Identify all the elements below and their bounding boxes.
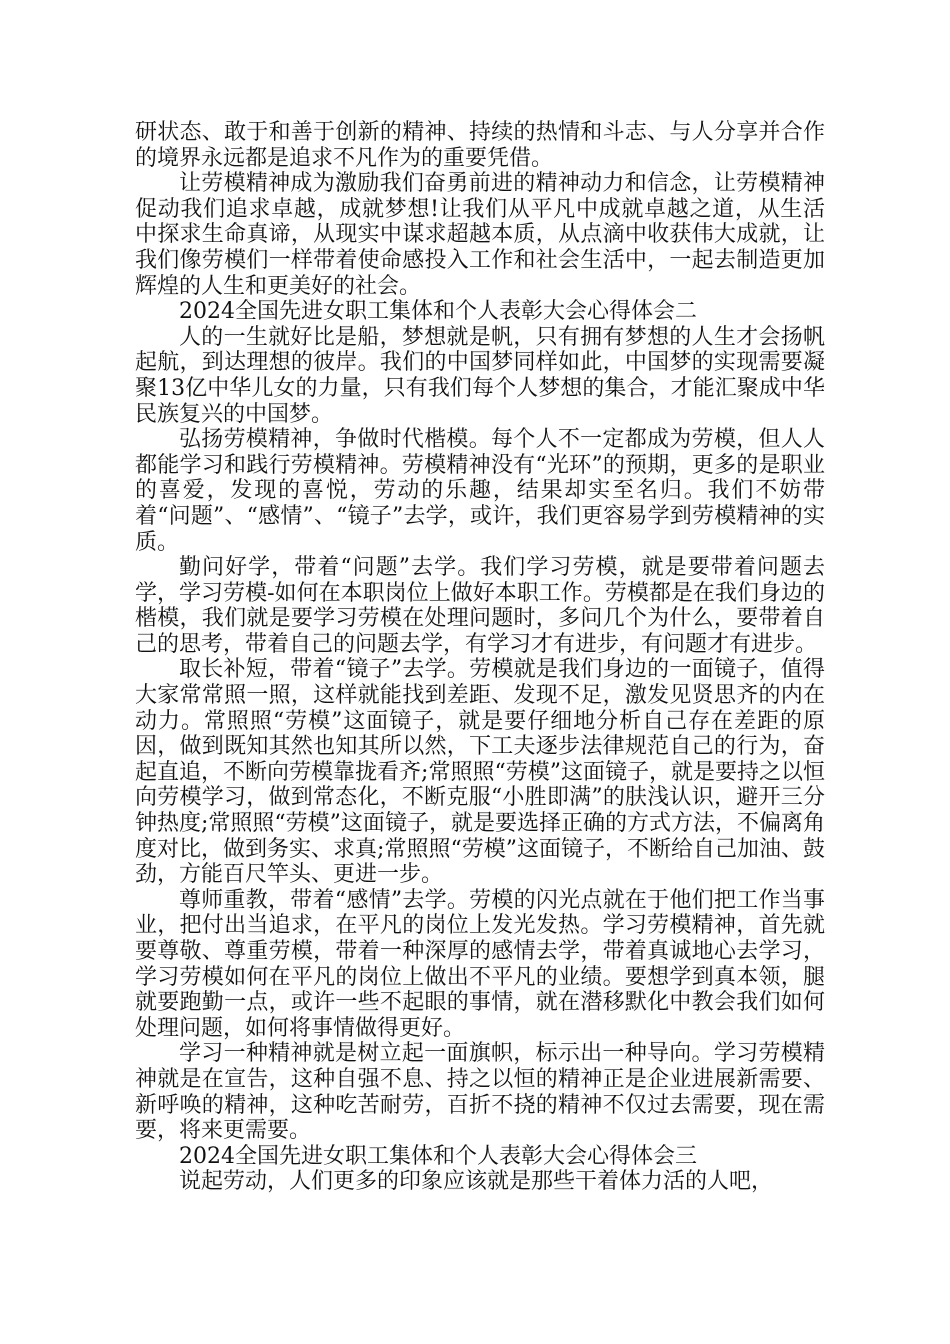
paragraph-7: 尊师重教，带着“感情”去学。劳模的闪光点就在于他们把工作当事业，把付出当追求，在平凡的岗位上发光发热。学习劳模精神，首先就要尊敬、尊重劳模，带着一种深厚的感情去学，带着真诚地心去学习，学习劳模如何在平凡的岗位上做出不平凡的业绩。要想学到真本领，腿就要跑勤一点，或许一些不起眼的事情，就在潜移默化中教会我们如何处理问题，如何将事情做得更好。 [135, 887, 825, 1041]
paragraph-1: 研状态、敢于和善于创新的精神、持续的热情和斗志、与人分享并合作的境界永远都是追求不凡作为的重要凭借。 [135, 120, 825, 171]
section-heading-3: 2024全国先进女职工集体和个人表彰大会心得体会三 [179, 1143, 697, 1169]
paragraph-5: 勤问好学，带着“问题”去学。我们学习劳模，就是要带着问题去学，学习劳模-如何在本职岗位上做好本职工作。劳模都是在我们身边的楷模，我们就是要学习劳模在处理问题时，多问几个为什么，要带着自己的思考，带着自己的问题去学，有学习才有进步，有问题才有进步。 [135, 555, 825, 657]
paragraph-9: 说起劳动，人们更多的印象应该就是那些干着体力活的人吧， [179, 1169, 774, 1195]
paragraph-4: 弘扬劳模精神，争做时代楷模。每个人不一定都成为劳模，但人人都能学习和践行劳模精神。劳模精神没有“光环”的预期，更多的是职业的喜爱，发现的喜悦，劳动的乐趣，结果却实至名归。我们不妨带着“问题”、“感情”、“镜子”去学，或许，我们更容易学到劳模精神的实质。 [135, 427, 825, 555]
document-page [135, 120, 825, 1195]
section-heading-2: 2024全国先进女职工集体和个人表彰大会心得体会二 [179, 299, 697, 325]
paragraph-2: 让劳模精神成为激励我们奋勇前进的精神动力和信念，让劳模精神促动我们追求卓越，成就梦想!让我们从平凡中成就卓越之道，从生活中探求生命真谛，从现实中谋求超越本质，从点滴中收获伟大成就，让我们像劳模们一样带着使命感投入工作和社会生活中，一起去制造更加辉煌的人生和更美好的社会。 [135, 171, 825, 299]
paragraph-8: 学习一种精神就是树立起一面旗帜，标示出一种导向。学习劳模精神就是在宣告，这种自强不息、持之以恒的精神正是企业进展新需要、新呼唤的精神，这种吃苦耐劳，百折不挠的精神不仅过去需要，现在需要，将来更需要。 [135, 1041, 825, 1144]
paragraph-6: 取长补短，带着“镜子”去学。劳模就是我们身边的一面镜子，值得大家常常照一照，这样就能找到差距、发现不足，激发见贤思齐的内在动力。常照照“劳模”这面镜子，就是要仔细地分析自己存在差距的原因，做到既知其然也知其所以然，下工夫逐步法律规范自己的行为，奋起直追，不断向劳模靠拢看齐;常照照“劳模”这面镜子，就是要持之以恒向劳模学习，做到常态化，不断克服“小胜即满”的肤浅认识，避开三分钟热度;常照照“劳模”这面镜子，就是要选择正确的方式方法，不偏离角度对比，做到务实、求真;常照照“劳模”这面镜子，不断给自己加油、鼓劲，方能百尺竿头、更进一步。 [135, 657, 825, 888]
paragraph-3: 人的一生就好比是船，梦想就是帆，只有拥有梦想的人生才会扬帆起航，到达理想的彼岸。我们的中国梦同样如此，中国梦的实现需要凝聚13亿中华儿女的力量，只有我们每个人梦想的集合，才能汇聚成中华民族复兴的中国梦。 [135, 324, 825, 427]
